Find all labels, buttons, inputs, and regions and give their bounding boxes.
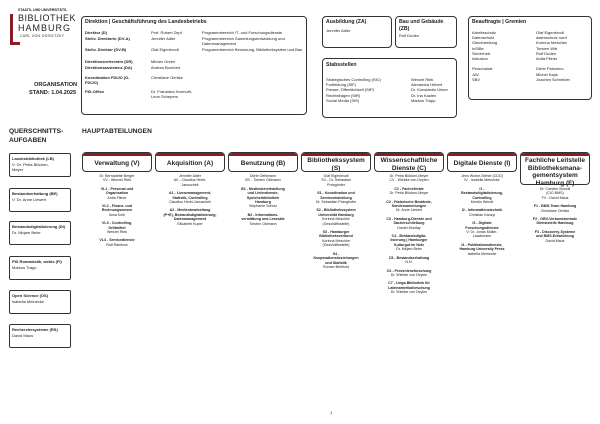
department-header [301, 152, 371, 172]
querschnitt-item [9, 256, 71, 280]
direktion-name: Olaf Eigenbrodt [151, 47, 179, 52]
unit-title: I2 - Informationstechnik [461, 208, 503, 213]
department-title [229, 160, 297, 168]
beauftragte-role: SBV [472, 76, 481, 82]
unit-title: C6 - Provenienzforschung [386, 268, 432, 273]
unit-title: Forschungsdienste [465, 225, 499, 230]
direktion-desc: Programmbereich Benutzung, Bibliotheksystem und Bau [202, 47, 303, 52]
logo-line2: BIBLIOTHEK [18, 13, 77, 23]
unit-person: Dr. Bernadette Berger [99, 174, 135, 178]
stabsstelle-name: Dr. Ina Kaulen [411, 92, 437, 98]
department-title-line: gementsystem [532, 172, 578, 179]
beauftragte-name: Korinna Meschke [536, 40, 567, 46]
querschnitt-item-title: Landesbibliothek (LB) [12, 156, 54, 161]
department-header [155, 152, 225, 172]
stabsstelle-role: Fortbildung (StF) [326, 82, 357, 88]
unit-person: Jennifer Adler [179, 174, 201, 178]
beauftragte-name: Dörte Palomino [536, 66, 564, 72]
unit-title: C1 - Fachreferate [394, 186, 424, 191]
hauptabteilungen-title: HAUPTABTEILUNGEN [82, 128, 152, 135]
department-accent-bar [448, 153, 516, 156]
unit-person: Laackmann [472, 234, 492, 239]
ausbildung-title: Ausbildung (ZA) [326, 19, 367, 25]
org-date: STAND: 1.04.2025 [29, 90, 77, 96]
unit-person: Jens Worke-Stehle (CDO) [461, 174, 503, 178]
direktion-desc: Programmbereich Sammlungsentwicklung und Datenmanagement [202, 36, 285, 46]
department-header [520, 152, 590, 185]
department-body [155, 174, 225, 226]
logo [8, 6, 80, 56]
unit-person: Olaf Eigenbrodt [323, 174, 349, 178]
direktion-name: Christiane Oehlke [151, 75, 183, 80]
stabsstelle-role: Strategisches Controlling (StC) [326, 77, 381, 82]
unit-title: VL3 - Controlling, [102, 221, 132, 226]
department-header [374, 152, 444, 172]
unit-person: Daniel Murday [397, 225, 421, 230]
unit-title: A1 - Lizenzmanagement, [169, 191, 211, 196]
stabsstelle-name: Wenzel Riek [411, 77, 434, 82]
logo-mark-base [10, 42, 20, 45]
unit-person: Dr. Anne Liewert [395, 208, 423, 213]
unit-title: Drittmittel [108, 225, 126, 230]
org-title: ORGANISATION [34, 82, 78, 88]
department-title-line: Dienste (C) [391, 164, 427, 172]
unit-title: S1 - Koordination und [317, 191, 355, 196]
unit-person: Wenzel Riek [106, 230, 128, 235]
department-title [375, 157, 443, 172]
unit-title: I3 - Digitale [472, 221, 492, 226]
unit-title: B1 - Medienbereitstellung [241, 186, 285, 191]
department-accent-bar [156, 153, 224, 156]
beauftragte-role: Personalrat [472, 66, 493, 72]
unit-title: F2 - GBV-Verbundzentrale [532, 217, 578, 222]
stabsstelle-role: Social Media (StS) [326, 97, 360, 103]
beauftragte-name: Torsten Witt [536, 45, 558, 51]
bau-box [395, 16, 457, 48]
unit-title: Kulturgut im Netz [394, 242, 424, 247]
beauftragte-name: Joachim Schneider [536, 76, 571, 82]
querschnitt-item-title: Recherchesysteme (RS) [12, 327, 58, 332]
unit-person: Korinna Meschke [322, 217, 350, 222]
department-title-line: (S) [331, 164, 341, 172]
department-body [228, 174, 298, 226]
unit-title: C4 - Bestandsdigita- [391, 234, 427, 239]
unit-person: (CIO BMS) [546, 191, 564, 196]
querschnitt-item-title: FID Romanistik, webis (FI) [12, 259, 62, 264]
department-accent-bar [375, 153, 443, 156]
beauftragte-box [468, 16, 592, 100]
direktion-desc: Programmbereich IT- und Forschungsdienste [202, 30, 283, 35]
unit-title: F3 - Discovery-Systeme [534, 229, 576, 234]
department-title [156, 160, 224, 168]
unit-person: Pranghofer [327, 182, 345, 187]
unit-title: Hamburg University Press [459, 247, 505, 252]
unit-person: FV - David Maus [541, 195, 569, 200]
unit-person: (Geschäftsstelle) [322, 243, 350, 248]
unit-title: Bestandsdigitalisierung, [461, 191, 503, 196]
querschnitt-item-title: Bestandserhaltung (BE) [12, 191, 58, 196]
querschnitt-item [9, 221, 71, 245]
querschnitt-item-name: Meyer [12, 167, 24, 172]
unit-person: Stephanie Schulz [249, 204, 277, 209]
direktion-title: Direktion | Geschäftsführung des Landesbetriebs [85, 19, 207, 25]
unit-title: vermittlung und Lesesäle [241, 217, 285, 222]
unit-person: Dr. Petra Blödorn-Meyer [389, 174, 429, 178]
querschnitt-item [9, 188, 71, 212]
beauftragte-role: InSiBe [472, 45, 484, 51]
logo-line1: STAATS- UND UNIVERSITÄTS- [18, 8, 68, 12]
unit-title: A2 - Medienbearbeitung [169, 208, 211, 213]
querschnitt-item-name: Isabella Meinecke [12, 299, 45, 304]
unit-title: lisierung | Hamburger [390, 238, 428, 243]
unit-title: VL2 - Finanz- und [102, 204, 132, 209]
unit-title: Lateinamerikaforschung [388, 285, 430, 290]
unit-person: N.N. [405, 260, 413, 265]
beauftragte-role: Arbeitsschutz [472, 30, 497, 35]
unit-person: Dr. Wiebke von Deylen [390, 272, 428, 277]
department-body [520, 187, 590, 243]
unit-title: Kooperationsbeziehungen [313, 256, 359, 261]
unit-title: S4 - [332, 251, 340, 256]
querschnitt-item-title: Open Science (OS) [12, 293, 49, 298]
unit-person: David Maus [545, 238, 565, 243]
unit-title: und Lieferdienste, [247, 191, 279, 196]
department-body [374, 174, 444, 295]
unit-title: C3 - Hamburg-Dienste und [386, 216, 432, 221]
department-accent-bar [521, 153, 589, 156]
unit-person: Ralf Rambow [106, 242, 128, 247]
stabsstelle-name: Markus Trapp [411, 97, 436, 103]
department-body [301, 174, 371, 269]
direktion-role: Direktor (D) [85, 30, 108, 35]
unit-title: B2 - Informations- [247, 212, 279, 217]
unit-title: I4 - Publikationsdienste, [461, 242, 503, 247]
department-header [82, 152, 152, 172]
unit-person: BV - Torsten Oktmann [245, 178, 281, 183]
department-title-line: Fachliche Leitstelle [525, 157, 585, 164]
ausbildung-name: Jennifer Adler [326, 28, 351, 33]
direktion-name: Prof. Robert Zepf [151, 30, 182, 35]
beauftragte-role: JAV [472, 71, 480, 77]
unit-person: IV - Isabella Meinecke [464, 178, 500, 183]
unit-title: VL1 - Personal und [100, 186, 134, 191]
department-header [447, 152, 517, 172]
unit-person: Kerstin Wendt [470, 200, 494, 205]
unit-person: Dr. Carsten Schwill [539, 187, 571, 191]
direktion-role: Koordination FDIJO (D-FDIJO) [85, 75, 130, 85]
bau-title: Bau und Gebäude (ZB) [399, 19, 444, 32]
direktion-box [81, 16, 307, 115]
direktion-name: Miriam Green [151, 59, 176, 64]
department-accent-bar [302, 153, 370, 156]
unit-title: Sacherschließung [393, 221, 425, 226]
unit-person: CV - Wiebke von Deylen [389, 178, 429, 183]
stabsstelle-role: Rechtsfragen (StR) [326, 92, 361, 98]
bau-name: Rolf Duden [399, 33, 420, 38]
department-body [82, 174, 152, 247]
querschnitt-item-name: Markus Trapp [12, 265, 37, 270]
unit-title: Statistik, Controlling [172, 195, 208, 200]
unit-title: Bibliotheksverbund [319, 234, 353, 239]
department-title-line: Benutzung (B) [240, 160, 286, 167]
direktion-name: Jennifer Adler [151, 36, 176, 41]
unit-person: Dr. Mirjam Beier [396, 247, 422, 252]
unit-title: C2 - Historische Bestände, [386, 199, 432, 204]
beauftragte-title: Beauftragte | Gremien [472, 19, 527, 25]
unit-title: S3 - Hamburger [322, 230, 350, 235]
direktion-role: Direktionsassistenz (DA) [85, 65, 133, 70]
querschnitt-item-name: V: Dr. Petra Blödorn- [12, 162, 49, 167]
department-title-line: Bibliotheksmana- [527, 164, 583, 172]
unit-person: Ilona Kohl [109, 212, 125, 217]
department-title-line: Digitale Dienste (I) [453, 160, 511, 167]
unit-person: Christian Kanzyi [469, 212, 495, 217]
ausbildung-box [322, 16, 392, 48]
unit-person: Elisabeth Kuper [177, 221, 203, 226]
stabsstelle-name: Alexandra Hebert [411, 82, 443, 88]
unit-title: C5 - Bestandserhaltung [388, 255, 430, 260]
department-title-line: Verwaltung (V) [94, 160, 140, 167]
unit-title: VL4 - Servicedienste [99, 238, 135, 243]
querschnitt-item [9, 324, 71, 348]
unit-person: Dr. Sebastian Pranghofer [315, 200, 357, 205]
direktion-role: FID-Office [85, 89, 105, 94]
department-title-line: Bibliothekssystem [307, 157, 365, 164]
beauftragte-role: Inklusion [472, 56, 488, 61]
department-title-line: Hamburg (F) [535, 179, 575, 187]
unit-person: Torsten Oktmann [249, 221, 277, 226]
querschnitt-title: QUERSCHNITTS-AUFGABEN [9, 128, 64, 144]
unit-person: VV - Wenzel Riek [102, 178, 132, 183]
unit-person: AV - Claudius Herkt- [173, 178, 207, 183]
department-title [83, 160, 151, 168]
logo-mark [10, 14, 13, 44]
beauftragte-name: datenschutz nord [536, 35, 567, 41]
beauftragte-name: Michel Kaps [536, 71, 558, 77]
direktion-name: Dr. Franziska Hormuth, Leon Schepers [151, 89, 193, 99]
unit-person: Januschek [181, 182, 199, 187]
logo-line3: HAMBURG [18, 23, 72, 33]
department-title-line: Wissenschaftliche [380, 157, 438, 164]
unit-title: (P+E), Bestandsdigitalisierung, [163, 212, 217, 217]
querschnitt-item-name: V: Dr. Anne Liewert [12, 197, 47, 202]
department-title [302, 157, 370, 172]
unit-title: Organisation [105, 191, 129, 196]
unit-person: Isabella Meinecke [467, 251, 497, 256]
unit-title: und BMS-Entwicklung [536, 234, 574, 239]
department-title-line: Akquisition (A) [166, 160, 214, 167]
unit-title: Hamburg [255, 200, 271, 205]
unit-title: und Statistik [325, 260, 347, 265]
logo-line4: CARL VON OSSIETZKY [20, 34, 65, 38]
department-title [521, 157, 589, 187]
beauftragte-role: Datenschutz [472, 35, 495, 41]
querschnitt-item [9, 153, 71, 177]
unit-title: Controlling [472, 195, 492, 200]
unit-person: Dr. Petra Blödorn-Meyer [389, 191, 429, 196]
page-number: 1 [330, 410, 333, 415]
unit-person: Roman Berthold [323, 264, 349, 269]
unit-title: Universität Hamburg [318, 212, 354, 217]
department-body [447, 174, 517, 256]
unit-person: (Geschäftsstelle) [322, 221, 350, 226]
unit-person: Dörte Oehlmann [249, 174, 277, 178]
department-header [228, 152, 298, 172]
unit-title: C7 - Linga-Bibliothek für [388, 281, 430, 286]
unit-title: Servicentwicklung [320, 195, 352, 200]
stabsstellen-title: Stabsstellen [326, 62, 357, 68]
beauftragte-name: Anita Flitner [536, 56, 558, 61]
unit-title: Datenmanagement [173, 217, 207, 222]
querschnitt-item-name: Dr. Mirjam Beier [12, 230, 41, 235]
unit-person: Dr. Wiebke von Deylen [390, 290, 428, 295]
unit-person: V: Dr. Jonas Müller- [466, 230, 498, 235]
unit-person: Claudius Herkt-Januschek [169, 200, 211, 205]
department-accent-bar [229, 153, 297, 156]
beauftragte-role: Sicherheit [472, 50, 490, 56]
unit-title: Dienststelle Hamburg [536, 221, 574, 226]
unit-person: Christiane Oehlke [540, 208, 570, 213]
beauftragte-role: Gleichstellung [472, 40, 498, 46]
unit-person: Anita Flitner [107, 195, 127, 200]
direktion-role: Direktionsreferentin (DR) [85, 59, 133, 64]
beauftragte-name: Olaf Eigenbrodt [536, 30, 564, 35]
beauftragte-name: Rolf Duden [536, 50, 557, 56]
unit-title: F1 - BMS-Team Hamburg [533, 204, 577, 209]
unit-title: Sondersammlungen [391, 204, 427, 209]
department-title [448, 160, 516, 168]
unit-title: Rechnungswesen [101, 208, 133, 213]
querschnitt-item [9, 290, 71, 314]
stabsstelle-role: Presse, Öffentlichkeit (StP) [326, 87, 374, 93]
department-accent-bar [83, 153, 151, 156]
direktion-role: Stellv. Direktor (DV-B) [85, 47, 127, 52]
unit-title: S2 - Bibliothekssystem [316, 208, 356, 213]
querschnitt-item-name: David Maus [12, 333, 34, 338]
unit-person: Korinna Meschke [322, 238, 350, 243]
querschnitt-item-title: Bestandsdigitalisierung (DI) [12, 224, 66, 229]
direktion-name: Andrea Burchert [151, 65, 181, 70]
stabsstelle-name: Dr. Konstantin Ulmer [411, 87, 448, 93]
unit-person: SV - Dr. Sebastian [321, 178, 351, 183]
unit-title: Speicherbibliothek [246, 195, 280, 200]
direktion-role: Stellv. Direktorin (DV-A) [85, 36, 130, 41]
unit-title: I1 - [479, 186, 485, 191]
stabsstellen-box [322, 58, 457, 118]
